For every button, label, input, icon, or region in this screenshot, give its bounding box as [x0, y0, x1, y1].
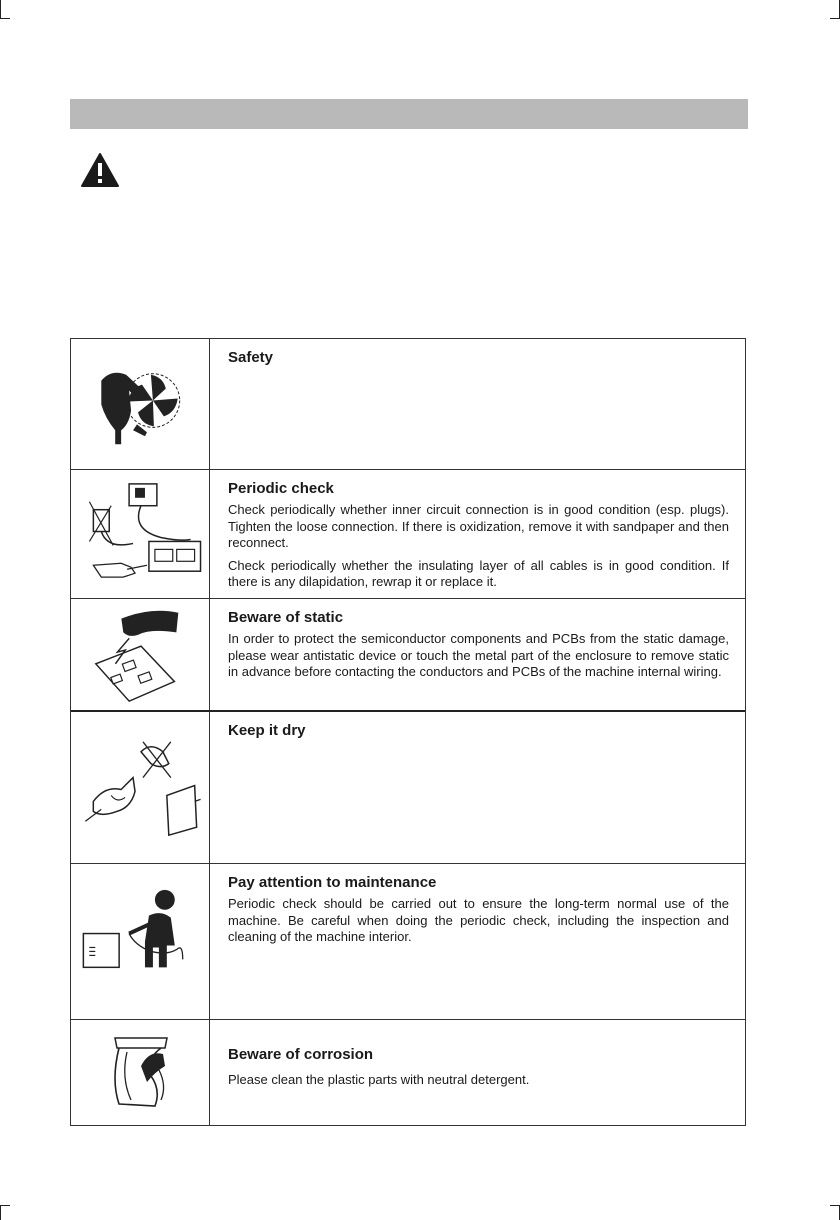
section-title: Keep it dry [228, 722, 306, 739]
plug-cable-icon [71, 470, 210, 598]
pic-cell [71, 1020, 210, 1126]
crop-mark [0, 1205, 10, 1206]
cleaning-cloth-icon [71, 1020, 210, 1126]
section-header-bar [70, 99, 748, 129]
crop-mark [0, 1206, 1, 1220]
fan-hand-icon [71, 339, 210, 469]
section-paragraph: Periodic check should be carried out to ensure the long-term normal use of the machine. Be careful when doing the periodic check, including the inspection and cleaning of the machine interior. [228, 896, 729, 944]
maintenance-worker-icon [71, 864, 210, 1019]
section-paragraph: Please clean the plastic parts with neutral detergent. [228, 1072, 530, 1087]
warning-triangle-icon [80, 152, 120, 188]
pic-cell [71, 599, 210, 710]
table-row-keep-it-dry [71, 712, 745, 864]
section-paragraph: Check periodically whether inner circuit connection is in good condition (esp. plugs). Tighten the loose connection. If there is oxidization, remove it with sandpaper and then reconnect. [228, 502, 729, 550]
table-row-beware-of-corrosion [71, 1020, 745, 1126]
table-row-periodic-check [71, 470, 745, 599]
crop-mark [0, 0, 1, 18]
pic-cell [71, 339, 210, 469]
crop-mark [830, 18, 840, 19]
table-row-safety [71, 339, 745, 470]
water-hands-icon [71, 712, 210, 863]
section-title: Pay attention to maintenance [228, 874, 437, 891]
section-title: Periodic check [228, 480, 334, 497]
table-row-maintenance [71, 864, 745, 1020]
section-title: Beware of corrosion [228, 1046, 374, 1063]
section-title: Beware of static [228, 609, 344, 626]
section-paragraph: In order to protect the semiconductor components and PCBs from the static damage, please wear antistatic device or touch the metal part of the enclosure to remove static in advance before contacting the conductors and PCBs of the machine internal wiring. [228, 631, 729, 679]
pic-cell [71, 712, 210, 863]
crop-mark [0, 18, 10, 19]
pic-cell [71, 864, 210, 1019]
table-row-beware-of-static [71, 599, 745, 712]
pic-cell [71, 470, 210, 598]
crop-mark [830, 1205, 840, 1206]
section-paragraph: Check periodically whether the insulating layer of all cables is in good condition. If there is any dilapidation, rewrap it or replace it. [228, 557, 729, 589]
maintenance-table [70, 338, 746, 1126]
section-title: Safety [228, 349, 274, 366]
static-hand-pcb-icon [71, 599, 210, 710]
